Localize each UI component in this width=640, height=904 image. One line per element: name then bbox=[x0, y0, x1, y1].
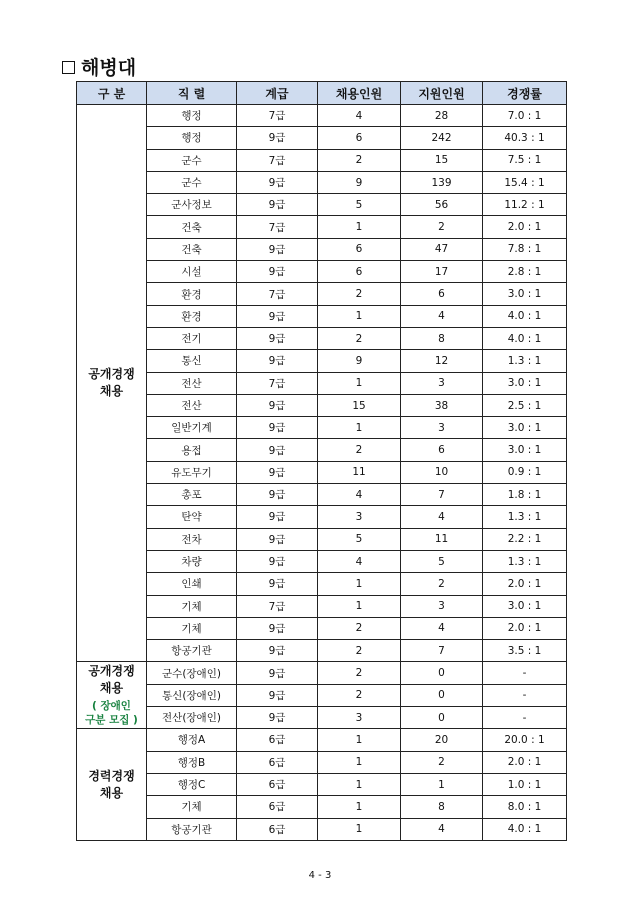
table-row bbox=[77, 528, 567, 550]
grade-cell: 9급 bbox=[237, 617, 318, 639]
hired-cell: 5 bbox=[318, 528, 401, 550]
grade-cell: 9급 bbox=[237, 573, 318, 595]
grade-cell: 9급 bbox=[237, 238, 318, 260]
recruitment-table bbox=[76, 81, 567, 841]
hired-cell: 2 bbox=[318, 439, 401, 461]
table-row bbox=[77, 149, 567, 171]
ratio-cell: 15.4 : 1 bbox=[483, 171, 567, 193]
table-row bbox=[77, 372, 567, 394]
applicants-cell: 8 bbox=[401, 327, 483, 349]
applicants-cell: 0 bbox=[401, 662, 483, 684]
ratio-cell: 1.0 : 1 bbox=[483, 773, 567, 795]
group-label-line: 공개경쟁 bbox=[88, 367, 135, 382]
ratio-cell: 1.3 : 1 bbox=[483, 550, 567, 572]
header-applicants: 지원인원 bbox=[401, 82, 483, 105]
group-label bbox=[77, 729, 147, 840]
job-series-cell: 전산 bbox=[147, 372, 237, 394]
grade-cell: 7급 bbox=[237, 372, 318, 394]
group-note-line: 구분 모집 ) bbox=[85, 714, 138, 727]
job-series-cell: 차량 bbox=[147, 550, 237, 572]
table-row bbox=[77, 394, 567, 416]
header-category: 구 분 bbox=[77, 82, 147, 105]
table-row bbox=[77, 773, 567, 795]
job-series-cell: 군사정보 bbox=[147, 194, 237, 216]
group-label-line: 채용 bbox=[99, 384, 124, 399]
table-row bbox=[77, 327, 567, 349]
grade-cell: 9급 bbox=[237, 662, 318, 684]
checkbox-square-icon bbox=[62, 61, 75, 74]
ratio-cell: - bbox=[483, 662, 567, 684]
table-row bbox=[77, 194, 567, 216]
grade-cell: 9급 bbox=[237, 506, 318, 528]
applicants-cell: 6 bbox=[401, 439, 483, 461]
applicants-cell: 12 bbox=[401, 350, 483, 372]
applicants-cell: 0 bbox=[401, 707, 483, 729]
job-series-cell: 전산 bbox=[147, 394, 237, 416]
table-row bbox=[77, 707, 567, 729]
group-note bbox=[77, 699, 146, 727]
ratio-cell: 3.5 : 1 bbox=[483, 640, 567, 662]
applicants-cell: 4 bbox=[401, 305, 483, 327]
hired-cell: 1 bbox=[318, 796, 401, 818]
table-row bbox=[77, 216, 567, 238]
hired-cell: 4 bbox=[318, 105, 401, 127]
table-row bbox=[77, 818, 567, 840]
ratio-cell: - bbox=[483, 707, 567, 729]
ratio-cell: 4.0 : 1 bbox=[483, 327, 567, 349]
applicants-cell: 28 bbox=[401, 105, 483, 127]
applicants-cell: 2 bbox=[401, 216, 483, 238]
group-note-line: ( 장애인 bbox=[92, 700, 131, 713]
hired-cell: 2 bbox=[318, 327, 401, 349]
job-series-cell: 전기 bbox=[147, 327, 237, 349]
applicants-cell: 4 bbox=[401, 818, 483, 840]
hired-cell: 6 bbox=[318, 261, 401, 283]
applicants-cell: 2 bbox=[401, 751, 483, 773]
table-row bbox=[77, 238, 567, 260]
hired-cell: 11 bbox=[318, 461, 401, 483]
table-row bbox=[77, 439, 567, 461]
job-series-cell: 환경 bbox=[147, 305, 237, 327]
job-series-cell: 탄약 bbox=[147, 506, 237, 528]
applicants-cell: 11 bbox=[401, 528, 483, 550]
ratio-cell: 2.2 : 1 bbox=[483, 528, 567, 550]
section-title-text: 해병대 bbox=[81, 57, 137, 79]
ratio-cell: 7.5 : 1 bbox=[483, 149, 567, 171]
job-series-cell: 군수(장애인) bbox=[147, 662, 237, 684]
group-label-line: 경력경쟁 bbox=[88, 768, 135, 783]
ratio-cell: 4.0 : 1 bbox=[483, 818, 567, 840]
applicants-cell: 242 bbox=[401, 127, 483, 149]
table-row bbox=[77, 662, 567, 684]
job-series-cell: 기체 bbox=[147, 796, 237, 818]
job-series-cell: 기체 bbox=[147, 595, 237, 617]
applicants-cell: 10 bbox=[401, 461, 483, 483]
grade-cell: 9급 bbox=[237, 350, 318, 372]
job-series-cell: 행정 bbox=[147, 105, 237, 127]
applicants-cell: 47 bbox=[401, 238, 483, 260]
ratio-cell: 4.0 : 1 bbox=[483, 305, 567, 327]
ratio-cell: 1.8 : 1 bbox=[483, 484, 567, 506]
ratio-cell: 3.0 : 1 bbox=[483, 417, 567, 439]
hired-cell: 2 bbox=[318, 617, 401, 639]
group-label-line: 채용 bbox=[99, 681, 124, 696]
ratio-cell: 3.0 : 1 bbox=[483, 372, 567, 394]
hired-cell: 1 bbox=[318, 372, 401, 394]
table-row bbox=[77, 350, 567, 372]
job-series-cell: 환경 bbox=[147, 283, 237, 305]
job-series-cell: 군수 bbox=[147, 149, 237, 171]
applicants-cell: 2 bbox=[401, 573, 483, 595]
applicants-cell: 20 bbox=[401, 729, 483, 751]
applicants-cell: 7 bbox=[401, 640, 483, 662]
table-row bbox=[77, 751, 567, 773]
hired-cell: 2 bbox=[318, 149, 401, 171]
grade-cell: 7급 bbox=[237, 595, 318, 617]
applicants-cell: 1 bbox=[401, 773, 483, 795]
grade-cell: 9급 bbox=[237, 261, 318, 283]
ratio-cell: 8.0 : 1 bbox=[483, 796, 567, 818]
grade-cell: 9급 bbox=[237, 528, 318, 550]
job-series-cell: 전산(장애인) bbox=[147, 707, 237, 729]
job-series-cell: 건축 bbox=[147, 238, 237, 260]
ratio-cell: 3.0 : 1 bbox=[483, 439, 567, 461]
table-row bbox=[77, 417, 567, 439]
hired-cell: 9 bbox=[318, 350, 401, 372]
hired-cell: 1 bbox=[318, 751, 401, 773]
table-row bbox=[77, 640, 567, 662]
ratio-cell: 2.8 : 1 bbox=[483, 261, 567, 283]
hired-cell: 1 bbox=[318, 818, 401, 840]
applicants-cell: 38 bbox=[401, 394, 483, 416]
table-row bbox=[77, 105, 567, 127]
job-series-cell: 항공기관 bbox=[147, 640, 237, 662]
ratio-cell: 20.0 : 1 bbox=[483, 729, 567, 751]
grade-cell: 9급 bbox=[237, 439, 318, 461]
grade-cell: 9급 bbox=[237, 484, 318, 506]
header-grade: 계급 bbox=[237, 82, 318, 105]
grade-cell: 6급 bbox=[237, 818, 318, 840]
table-row bbox=[77, 684, 567, 706]
hired-cell: 4 bbox=[318, 550, 401, 572]
grade-cell: 9급 bbox=[237, 394, 318, 416]
job-series-cell: 시설 bbox=[147, 261, 237, 283]
hired-cell: 6 bbox=[318, 238, 401, 260]
ratio-cell: 0.9 : 1 bbox=[483, 461, 567, 483]
ratio-cell: 3.0 : 1 bbox=[483, 595, 567, 617]
grade-cell: 6급 bbox=[237, 773, 318, 795]
header-row bbox=[77, 82, 567, 105]
job-series-cell: 통신(장애인) bbox=[147, 684, 237, 706]
applicants-cell: 3 bbox=[401, 595, 483, 617]
job-series-cell: 유도무기 bbox=[147, 461, 237, 483]
grade-cell: 9급 bbox=[237, 461, 318, 483]
applicants-cell: 3 bbox=[401, 417, 483, 439]
table-row bbox=[77, 171, 567, 193]
hired-cell: 2 bbox=[318, 662, 401, 684]
group-label bbox=[77, 662, 147, 729]
grade-cell: 9급 bbox=[237, 171, 318, 193]
grade-cell: 9급 bbox=[237, 684, 318, 706]
job-series-cell: 인쇄 bbox=[147, 573, 237, 595]
job-series-cell: 일반기계 bbox=[147, 417, 237, 439]
hired-cell: 15 bbox=[318, 394, 401, 416]
ratio-cell: 7.8 : 1 bbox=[483, 238, 567, 260]
grade-cell: 6급 bbox=[237, 751, 318, 773]
hired-cell: 1 bbox=[318, 417, 401, 439]
table-row bbox=[77, 261, 567, 283]
grade-cell: 9급 bbox=[237, 417, 318, 439]
grade-cell: 9급 bbox=[237, 707, 318, 729]
grade-cell: 9급 bbox=[237, 127, 318, 149]
applicants-cell: 15 bbox=[401, 149, 483, 171]
applicants-cell: 8 bbox=[401, 796, 483, 818]
job-series-cell: 건축 bbox=[147, 216, 237, 238]
job-series-cell: 통신 bbox=[147, 350, 237, 372]
applicants-cell: 56 bbox=[401, 194, 483, 216]
job-series-cell: 행정C bbox=[147, 773, 237, 795]
table-row bbox=[77, 573, 567, 595]
grade-cell: 7급 bbox=[237, 216, 318, 238]
hired-cell: 1 bbox=[318, 305, 401, 327]
applicants-cell: 0 bbox=[401, 684, 483, 706]
job-series-cell: 행정 bbox=[147, 127, 237, 149]
ratio-cell: 2.0 : 1 bbox=[483, 216, 567, 238]
table-row bbox=[77, 127, 567, 149]
applicants-cell: 3 bbox=[401, 372, 483, 394]
table-row bbox=[77, 550, 567, 572]
hired-cell: 6 bbox=[318, 127, 401, 149]
job-series-cell: 용접 bbox=[147, 439, 237, 461]
hired-cell: 9 bbox=[318, 171, 401, 193]
table-row bbox=[77, 484, 567, 506]
applicants-cell: 5 bbox=[401, 550, 483, 572]
grade-cell: 6급 bbox=[237, 729, 318, 751]
table-row bbox=[77, 617, 567, 639]
grade-cell: 7급 bbox=[237, 105, 318, 127]
table-row bbox=[77, 796, 567, 818]
job-series-cell: 총포 bbox=[147, 484, 237, 506]
ratio-cell: 11.2 : 1 bbox=[483, 194, 567, 216]
header-competition-ratio: 경쟁률 bbox=[483, 82, 567, 105]
ratio-cell: 1.3 : 1 bbox=[483, 506, 567, 528]
ratio-cell: 7.0 : 1 bbox=[483, 105, 567, 127]
hired-cell: 4 bbox=[318, 484, 401, 506]
ratio-cell: 2.0 : 1 bbox=[483, 751, 567, 773]
grade-cell: 6급 bbox=[237, 796, 318, 818]
group-label-line: 채용 bbox=[99, 785, 124, 800]
applicants-cell: 7 bbox=[401, 484, 483, 506]
ratio-cell: 1.3 : 1 bbox=[483, 350, 567, 372]
hired-cell: 2 bbox=[318, 283, 401, 305]
header-hired: 채용인원 bbox=[318, 82, 401, 105]
hired-cell: 3 bbox=[318, 707, 401, 729]
hired-cell: 1 bbox=[318, 729, 401, 751]
applicants-cell: 6 bbox=[401, 283, 483, 305]
table-row bbox=[77, 595, 567, 617]
hired-cell: 1 bbox=[318, 595, 401, 617]
section-title bbox=[62, 53, 136, 80]
ratio-cell: 2.0 : 1 bbox=[483, 573, 567, 595]
header-job-series: 직 렬 bbox=[147, 82, 237, 105]
grade-cell: 9급 bbox=[237, 327, 318, 349]
group-label-line: 공개경쟁 bbox=[88, 664, 135, 679]
grade-cell: 7급 bbox=[237, 283, 318, 305]
hired-cell: 1 bbox=[318, 773, 401, 795]
grade-cell: 9급 bbox=[237, 640, 318, 662]
grade-cell: 9급 bbox=[237, 194, 318, 216]
hired-cell: 5 bbox=[318, 194, 401, 216]
job-series-cell: 전차 bbox=[147, 528, 237, 550]
hired-cell: 3 bbox=[318, 506, 401, 528]
ratio-cell: - bbox=[483, 684, 567, 706]
hired-cell: 2 bbox=[318, 640, 401, 662]
job-series-cell: 군수 bbox=[147, 171, 237, 193]
grade-cell: 9급 bbox=[237, 550, 318, 572]
hired-cell: 1 bbox=[318, 573, 401, 595]
ratio-cell: 2.0 : 1 bbox=[483, 617, 567, 639]
grade-cell: 9급 bbox=[237, 305, 318, 327]
job-series-cell: 기체 bbox=[147, 617, 237, 639]
table-row bbox=[77, 305, 567, 327]
job-series-cell: 항공기관 bbox=[147, 818, 237, 840]
group-label bbox=[77, 105, 147, 662]
ratio-cell: 40.3 : 1 bbox=[483, 127, 567, 149]
table-row bbox=[77, 461, 567, 483]
page-number: 4 - 3 bbox=[308, 870, 332, 881]
ratio-cell: 3.0 : 1 bbox=[483, 283, 567, 305]
table-row bbox=[77, 506, 567, 528]
table-row bbox=[77, 729, 567, 751]
applicants-cell: 17 bbox=[401, 261, 483, 283]
hired-cell: 2 bbox=[318, 684, 401, 706]
hired-cell: 1 bbox=[318, 216, 401, 238]
table-row bbox=[77, 283, 567, 305]
grade-cell: 7급 bbox=[237, 149, 318, 171]
applicants-cell: 4 bbox=[401, 617, 483, 639]
applicants-cell: 139 bbox=[401, 171, 483, 193]
job-series-cell: 행정A bbox=[147, 729, 237, 751]
applicants-cell: 4 bbox=[401, 506, 483, 528]
ratio-cell: 2.5 : 1 bbox=[483, 394, 567, 416]
job-series-cell: 행정B bbox=[147, 751, 237, 773]
